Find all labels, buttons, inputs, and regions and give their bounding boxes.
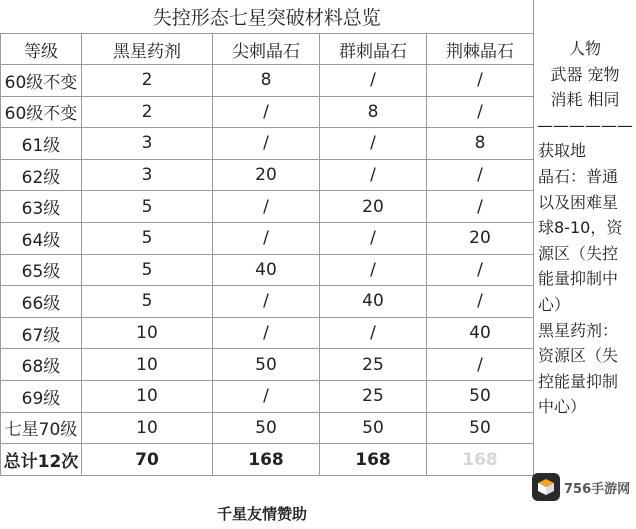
level-cell: 67级 <box>1 317 82 349</box>
value-cell: 50 <box>213 349 320 381</box>
total-value: 168 <box>427 444 534 476</box>
value-cell: 20 <box>427 222 534 254</box>
total-value: 168 <box>213 444 320 476</box>
side-note-line: 武器 宠物 <box>550 64 620 84</box>
value-cell: 5 <box>82 254 213 286</box>
value-cell: 40 <box>213 254 320 286</box>
value-cell: / <box>213 191 320 223</box>
table-title: 失控形态七星突破材料总览 <box>1 0 534 34</box>
value-cell: 3 <box>82 159 213 191</box>
value-cell: / <box>427 65 534 97</box>
value-cell: 40 <box>320 286 427 318</box>
total-row <box>1 444 534 476</box>
side-note-line: 心） <box>538 294 571 314</box>
table-row <box>1 254 534 286</box>
value-cell: 2 <box>82 65 213 97</box>
header-row <box>1 34 534 65</box>
watermark-text: 756手游网 <box>564 481 631 497</box>
level-cell: 60级不变 <box>1 65 82 97</box>
value-cell: / <box>213 96 320 128</box>
value-cell: 50 <box>213 412 320 444</box>
level-cell: 63级 <box>1 191 82 223</box>
total-value: 168 <box>320 444 427 476</box>
value-cell: / <box>427 96 534 128</box>
value-cell: 40 <box>427 317 534 349</box>
value-cell: 8 <box>427 128 534 160</box>
header-cell: 黑星药剂 <box>82 34 213 65</box>
side-note-line: 资源区（失 <box>538 346 619 366</box>
table-row <box>1 159 534 191</box>
value-cell: 8 <box>320 96 427 128</box>
value-cell: 10 <box>82 317 213 349</box>
table-row <box>1 380 534 412</box>
value-cell: / <box>213 222 320 254</box>
header-cell: 尖刺晶石 <box>213 34 320 65</box>
value-cell: / <box>427 286 534 318</box>
side-note <box>536 36 634 420</box>
level-cell: 60级不变 <box>1 96 82 128</box>
value-cell: / <box>427 254 534 286</box>
value-cell: / <box>213 317 320 349</box>
table-row <box>1 222 534 254</box>
table-row <box>1 128 534 160</box>
value-cell: 10 <box>82 380 213 412</box>
value-cell: 50 <box>427 380 534 412</box>
watermark <box>532 469 632 505</box>
table-row <box>1 286 534 318</box>
value-cell: / <box>320 159 427 191</box>
header-cell: 荆棘晶石 <box>427 34 534 65</box>
side-note-line: 消耗 相同 <box>550 90 620 110</box>
value-cell: 3 <box>82 128 213 160</box>
value-cell: 2 <box>82 96 213 128</box>
side-note-line: 以及困难星 <box>538 192 619 212</box>
level-cell: 69级 <box>1 380 82 412</box>
value-cell: 5 <box>82 286 213 318</box>
value-cell: 5 <box>82 222 213 254</box>
table-row <box>1 96 534 128</box>
total-value: 70 <box>82 444 213 476</box>
side-note-line: 控能量抑制 <box>538 371 619 391</box>
side-note-line: 中心） <box>538 397 587 417</box>
table-row <box>1 191 534 223</box>
level-cell: 66级 <box>1 286 82 318</box>
side-note-line: —————— <box>537 115 633 135</box>
cube-logo-icon <box>532 473 560 501</box>
table-row <box>1 349 534 381</box>
value-cell: / <box>213 128 320 160</box>
value-cell: 25 <box>320 380 427 412</box>
value-cell: 5 <box>82 191 213 223</box>
level-cell: 65级 <box>1 254 82 286</box>
value-cell: / <box>427 191 534 223</box>
table-row <box>1 317 534 349</box>
side-note-line: 晶石：普通 <box>538 166 619 186</box>
value-cell: 20 <box>213 159 320 191</box>
value-cell: 50 <box>320 412 427 444</box>
sponsor-footer: 千星友情赞助 <box>217 505 308 523</box>
level-cell: 七星70级 <box>1 412 82 444</box>
table-row <box>1 65 534 97</box>
value-cell: / <box>427 159 534 191</box>
side-note-line: 人物 <box>568 39 601 58</box>
level-cell: 64级 <box>1 222 82 254</box>
value-cell: / <box>427 349 534 381</box>
value-cell: 8 <box>213 65 320 97</box>
value-cell: / <box>213 380 320 412</box>
level-cell: 62级 <box>1 159 82 191</box>
value-cell: 50 <box>427 412 534 444</box>
side-note-line: 球8-10，资 <box>538 218 623 238</box>
header-cell: 等级 <box>1 34 82 65</box>
total-label: 总计12次 <box>1 444 82 476</box>
value-cell: / <box>320 317 427 349</box>
side-note-line: 黑星药剂： <box>538 320 619 340</box>
level-cell: 61级 <box>1 128 82 160</box>
value-cell: 25 <box>320 349 427 381</box>
header-cell: 群刺晶石 <box>320 34 427 65</box>
value-cell: / <box>213 286 320 318</box>
level-cell: 68级 <box>1 349 82 381</box>
table-row <box>1 412 534 444</box>
value-cell: / <box>320 65 427 97</box>
side-note-line: 获取地 <box>538 141 587 161</box>
value-cell: 10 <box>82 349 213 381</box>
value-cell: / <box>320 128 427 160</box>
value-cell: / <box>320 254 427 286</box>
value-cell: / <box>320 222 427 254</box>
value-cell: 20 <box>320 191 427 223</box>
value-cell: 10 <box>82 412 213 444</box>
side-note-line: 源区（失控 <box>538 243 619 263</box>
side-note-line: 能量抑制中 <box>538 269 619 289</box>
